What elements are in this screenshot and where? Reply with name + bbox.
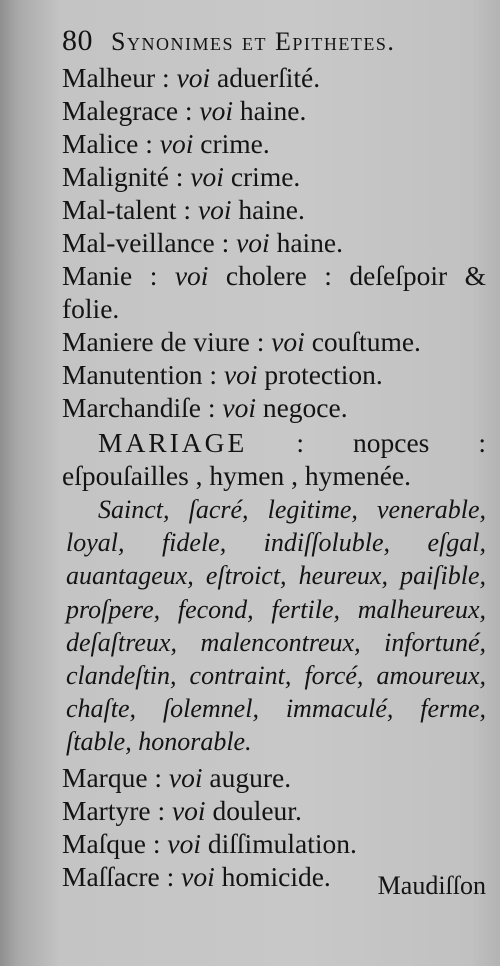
entry-target: haine. xyxy=(238,194,305,225)
entry-target: augure. xyxy=(209,761,292,793)
mariage-synonyms: : nopces : eſpouſailles , hymen , hymenée. xyxy=(62,427,486,491)
entry-target: couſtume. xyxy=(311,326,421,357)
dictionary-entry xyxy=(62,325,486,358)
entry-see: voi xyxy=(181,860,215,892)
entry-target: cholere : deſeſpoir & folie. xyxy=(62,260,487,324)
dictionary-entry xyxy=(62,193,486,226)
dictionary-entry xyxy=(62,761,486,794)
entry-see: voi xyxy=(167,827,202,859)
entry-see: voi xyxy=(271,326,305,357)
dictionary-entry xyxy=(62,827,486,860)
entry-target: haine. xyxy=(276,227,344,258)
dictionary-entry xyxy=(62,358,486,391)
dictionary-entry xyxy=(62,259,486,325)
mariage-epithets xyxy=(62,493,486,759)
entry-headword: Maniere de viure : xyxy=(62,326,265,357)
entry-see: voi xyxy=(168,761,203,793)
entry-headword: Maſque : xyxy=(62,827,161,859)
dictionary-entry xyxy=(62,61,486,94)
entry-see: voi xyxy=(197,194,232,225)
entry-see: voi xyxy=(176,62,211,93)
entry-see: voi xyxy=(171,794,206,826)
page-number: 80 xyxy=(62,24,93,57)
entry-target: crime. xyxy=(230,161,301,192)
entry-headword: Martyre : xyxy=(62,794,166,826)
mariage-headword: MARIAGE xyxy=(98,427,248,458)
entry-headword: Malegrace : xyxy=(62,95,193,126)
epithet-list: Sainct, ſacré, legitime, venerable, loyal, fidele, indiſſoluble, eſgal, auantageux, eſtroict, heureux, paiſible, proſpere, fecond, fertile, malheureux, deſaſtreux, malencontreux, infortuné, clandeſtin, contraint, forcé, amoureux, chaſte, ſolemnel, immaculé, ferme, ſtable, honorable. xyxy=(66,495,486,757)
dictionary-entry xyxy=(62,226,486,259)
page-header xyxy=(62,26,486,57)
entry-headword: Maſſacre : xyxy=(62,860,175,892)
entry-see: voi xyxy=(199,95,234,126)
entry-see: voi xyxy=(222,392,256,423)
entry-headword: Malignité : xyxy=(62,161,184,192)
entries-top xyxy=(62,61,486,424)
entry-see: voi xyxy=(190,161,224,192)
catchword: Maudiſſon xyxy=(377,871,486,900)
entry-headword: Mal-veillance : xyxy=(62,227,230,258)
entry-target: negoce. xyxy=(262,392,348,423)
entry-headword: Marque : xyxy=(62,761,163,793)
entry-headword: Manie : xyxy=(62,260,158,291)
entry-target: aduerſité. xyxy=(217,62,321,93)
dictionary-entry xyxy=(62,127,486,160)
entry-headword: Marchandiſe : xyxy=(62,392,216,423)
entry-headword: Manutention : xyxy=(62,359,218,390)
entry-target: haine. xyxy=(239,95,307,126)
mariage-entry xyxy=(62,426,486,492)
entry-headword: Mal-talent : xyxy=(62,194,192,225)
entry-target: crime. xyxy=(200,128,270,159)
entry-see: voi xyxy=(223,359,258,390)
dictionary-entry xyxy=(62,391,486,424)
running-title: Synonimes et Epithetes. xyxy=(111,27,396,56)
entry-headword: Malice : xyxy=(62,128,153,159)
dictionary-entry xyxy=(62,794,486,827)
dictionary-entry xyxy=(62,160,486,193)
entry-target: douleur. xyxy=(212,794,302,826)
dictionary-entry xyxy=(62,94,486,127)
entry-target: diſſimulation. xyxy=(207,827,357,859)
entry-see: voi xyxy=(236,227,270,258)
entry-see: voi xyxy=(159,128,194,159)
entry-see: voi xyxy=(174,260,209,291)
entry-target: protection. xyxy=(264,359,383,390)
entry-target: homicide. xyxy=(221,860,331,892)
entry-headword: Malheur : xyxy=(62,62,170,93)
